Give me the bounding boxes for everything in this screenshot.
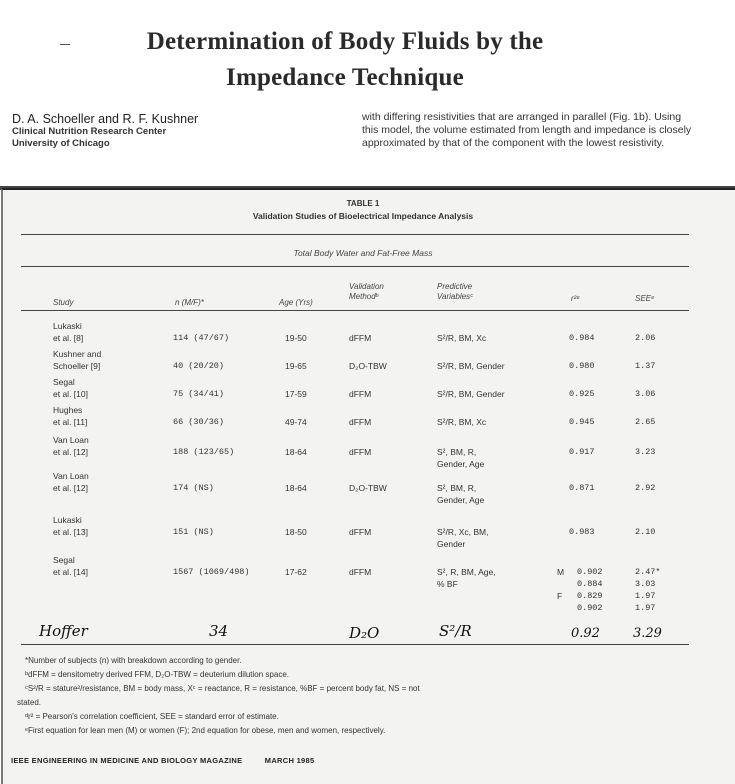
segal-sub-r2: 0.884 — [577, 579, 603, 589]
table-cell-study-1: Lukaski — [53, 321, 82, 331]
segal-sub-see: 3.03 — [635, 579, 656, 589]
handwritten-n: 34 — [209, 622, 229, 640]
header-age: Age (Yrs) — [279, 298, 313, 307]
table-cell-age: 18-50 — [285, 527, 307, 537]
segal-sub-see: 1.97 — [635, 591, 656, 601]
table-cell-r2: 0.983 — [569, 527, 595, 537]
header-study: Study — [53, 298, 74, 307]
handwritten-vars: S²/R — [439, 622, 472, 640]
segal-sub-see: 2.47* — [635, 567, 661, 577]
segal-sub-r2: 0.902 — [577, 567, 603, 577]
table-cell-age: 18-64 — [285, 447, 307, 457]
segal-sub-sex: M — [557, 567, 565, 577]
table-cell-method: dFFM — [349, 333, 372, 343]
table-label: TABLE 1 — [346, 199, 380, 208]
table-cell-study-2: et al. [8] — [53, 333, 84, 343]
table-cell-vars-1: S²/R, BM, Xc — [437, 333, 487, 343]
table-rule-header — [21, 310, 689, 311]
table-cell-r2: 0.917 — [569, 447, 595, 457]
table-cell-vars-1: S²/R, BM, Xc — [437, 417, 487, 427]
table-cell-method: dFFM — [349, 447, 372, 457]
table-cell-see: 1.37 — [635, 361, 656, 371]
scanned-table — [1, 188, 735, 784]
table-cell-n: 75 (34/41) — [173, 389, 225, 399]
table-cell-vars-1: S²/R, Xc, BM, — [437, 527, 489, 537]
table-cell-age: 17-59 — [285, 389, 307, 399]
handwritten-r2: 0.92 — [571, 626, 600, 641]
table-cell-study-1: Segal — [53, 377, 75, 387]
footnote-3: ᶜS²/R = stature²/resistance, BM = body mass, Xᶜ = reactance, R = resistance, %BF = percent body fat, NS = not — [25, 684, 420, 693]
table-cell-n: 151 (NS) — [173, 527, 214, 537]
header-predictive-2: Variablesᶜ — [437, 292, 473, 301]
magazine-footer — [11, 756, 334, 765]
header-see: SEEᵉ — [635, 294, 655, 303]
table-cell-study-2: et al. [11] — [53, 417, 88, 427]
table-cell-vars-1: S², BM, R, — [437, 483, 477, 493]
table-cell-study-1: Van Loan — [53, 435, 89, 445]
table-cell-method: dFFM — [349, 527, 372, 537]
article-title-line2: Impedance Technique — [226, 64, 464, 91]
table-cell-n: 66 (30/36) — [173, 417, 225, 427]
footer-magazine: IEEE ENGINEERING IN MEDICINE AND BIOLOGY MAGAZINE — [11, 756, 243, 765]
table-cell-method: dFFM — [349, 389, 372, 399]
table-cell-see: 3.06 — [635, 389, 656, 399]
segal-sub-see: 1.97 — [635, 603, 656, 613]
table-cell-study-2: et al. [10] — [53, 389, 88, 399]
table-cell-n: 174 (NS) — [173, 483, 214, 493]
table-rule-bottom — [21, 644, 689, 645]
table-subtitle: Total Body Water and Fat-Free Mass — [293, 248, 433, 258]
segal-sub-r2: 0.829 — [577, 591, 603, 601]
table-cell-study-1: Van Loan — [53, 471, 89, 481]
table-cell-vars-2: % BF — [437, 579, 458, 589]
table-cell-age: 19-65 — [285, 361, 307, 371]
header-method-2: Methodᵇ — [349, 292, 379, 301]
table-cell-r2: 0.925 — [569, 389, 595, 399]
article-body-text: with differing resistivities that are arranged in parallel (Fig. 1b). Using this model, the volume estimated from length and impedance is closely approximated by that of the component with the lowest resistivity. — [362, 111, 692, 149]
footnote-1: *Number of subjects (n) with breakdown according to gender. — [25, 656, 242, 665]
table-cell-method: D₂O-TBW — [349, 483, 387, 493]
table-cell-n: 40 (20/20) — [173, 361, 225, 371]
table-cell-vars-1: S², BM, R, — [437, 447, 477, 457]
footnote-4: ᵈr² = Pearson's correlation coefficient, SEE = standard error of estimate. — [25, 712, 279, 721]
header-n: n (M/F)* — [175, 298, 204, 307]
segal-sub-r2: 0.902 — [577, 603, 603, 613]
segal-sub-sex: F — [557, 591, 563, 601]
table-cell-study-2: et al. [14] — [53, 567, 88, 577]
table-cell-age: 49-74 — [285, 417, 307, 427]
table-cell-see: 2.06 — [635, 333, 656, 343]
handwritten-study: Hoffer — [39, 622, 88, 640]
table-cell-study-2: et al. [12] — [53, 447, 88, 457]
table-cell-study-1: Hughes — [53, 405, 83, 415]
header-r2: r²ᵉ — [571, 294, 580, 303]
table-title: Validation Studies of Bioelectrical Impedance Analysis — [252, 211, 474, 221]
table-cell-method: dFFM — [349, 417, 372, 427]
table-cell-vars-2: Gender, Age — [437, 459, 485, 469]
handwritten-method: D₂O — [349, 624, 380, 642]
table-cell-method: D₂O-TBW — [349, 361, 387, 371]
table-cell-see: 2.65 — [635, 417, 656, 427]
table-cell-see: 2.10 — [635, 527, 656, 537]
footnote-3-cont: stated. — [17, 698, 42, 707]
table-cell-study-1: Segal — [53, 555, 75, 565]
footnote-2: ᵇdFFM = densitometry derived FFM, D₂O-TBW = deuterium dilution space. — [25, 670, 289, 679]
table-cell-age: 18-64 — [285, 483, 307, 493]
handwritten-see: 3.29 — [633, 626, 662, 641]
table-cell-see: 2.92 — [635, 483, 656, 493]
table-cell-vars-2: Gender, Age — [437, 495, 485, 505]
table-cell-n: 188 (123/65) — [173, 447, 235, 457]
table-cell-r2: 0.945 — [569, 417, 595, 427]
table-cell-method: dFFM — [349, 567, 372, 577]
table-rule-sub — [21, 266, 689, 267]
header-method-1: Validation — [349, 282, 384, 291]
table-cell-r2: 0.871 — [569, 483, 595, 493]
table-cell-vars-1: S², R, BM, Age, — [437, 567, 496, 577]
table-cell-n: 1567 (1069/498) — [173, 567, 250, 577]
header-predictive-1: Predictive — [437, 282, 473, 291]
article-header — [0, 0, 735, 170]
table-cell-study-2: Schoeller [9] — [53, 361, 101, 371]
table-cell-n: 114 (47/67) — [173, 333, 230, 343]
table-rule-top — [21, 234, 689, 235]
table-cell-study-1: Lukaski — [53, 515, 82, 525]
footnote-5: ᵉFirst equation for lean men (M) or women (F); 2nd equation for obese, men and women, respectively. — [25, 726, 386, 735]
table-cell-r2: 0.980 — [569, 361, 595, 371]
authors: D. A. Schoeller and R. F. Kushner — [12, 112, 199, 126]
footer-date: MARCH 1985 — [264, 756, 315, 765]
table-cell-study-2: et al. [12] — [53, 483, 88, 493]
table-cell-age: 17-62 — [285, 567, 307, 577]
article-title-line1: Determination of Body Fluids by the — [146, 28, 544, 55]
affiliation-line1: Clinical Nutrition Research Center — [12, 126, 167, 137]
table-cell-vars-1: S²/R, BM, Gender — [437, 361, 505, 371]
table-cell-vars-2: Gender — [437, 539, 466, 549]
affiliation-line2: University of Chicago — [12, 138, 110, 149]
table-cell-see: 3.23 — [635, 447, 656, 457]
table-cell-age: 19-50 — [285, 333, 307, 343]
table-cell-study-1: Kushner and — [53, 349, 102, 359]
table-cell-r2: 0.984 — [569, 333, 595, 343]
table-cell-vars-1: S²/R, BM, Gender — [437, 389, 505, 399]
table-cell-study-2: et al. [13] — [53, 527, 88, 537]
